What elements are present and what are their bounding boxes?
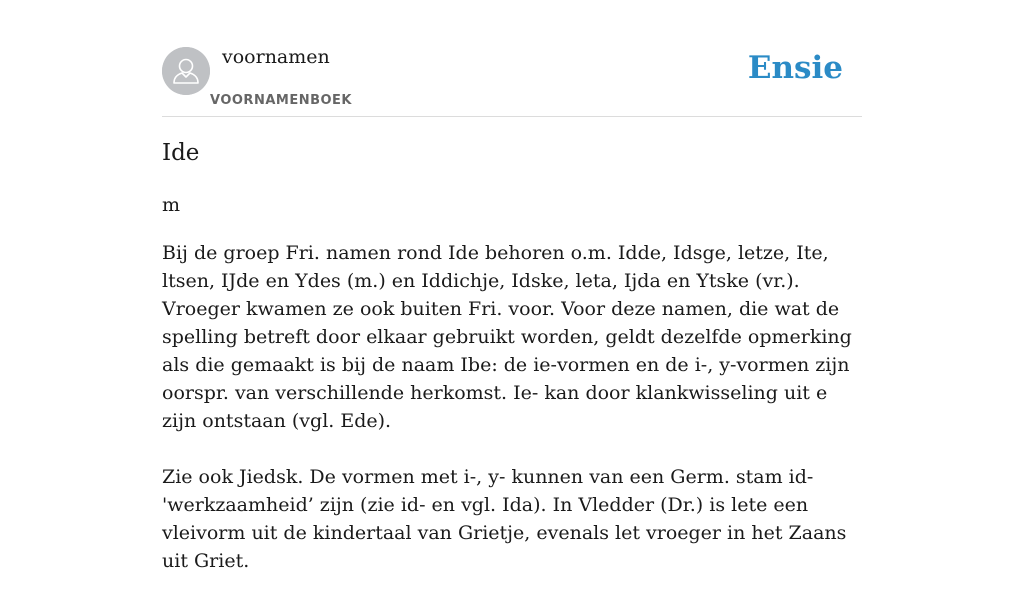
body-paragraph: Zie ook Jiedsk. De vormen met i-, y- kunnen van een Germ. stam id- 'werkzaamheid’ zijn (zie id- en vgl. Ida). In Vledder (Dr.) is lete een vleivorm uit de kindertaal van Grietje, evenals let vroeger in het Zaans uit Griet. — [162, 466, 847, 572]
entry-gender: m — [162, 194, 181, 216]
source-label[interactable]: VOORNAMENBOEK — [210, 93, 352, 108]
entry-body — [162, 239, 862, 603]
ensie-logo[interactable]: Ensie — [747, 50, 843, 86]
entry-header — [162, 0, 862, 117]
avatar-graphic — [162, 47, 210, 95]
body-paragraph: Bij de groep Fri. namen rond Ide behoren o.m. Idde, Idsge, letze, Ite, ltsen, IJde en Ydes (m.) en Iddichje, Idske, leta, Ijda en Ytske (vr.). Vroeger kwamen ze ook buiten Fri. voor. Voor deze namen, die wat de spelling betreft door elkaar gebruikt worden, geldt dezelfde opmerking als die gemaakt is bij de naam Ibe: de ie-vormen en de i-, y-vormen zijn oorspr. van verschillende herkomst. Ie- kan door klankwisseling uit e zijn ontstaan (vgl. Ede). — [162, 242, 852, 432]
page-container — [162, 0, 862, 572]
author-name[interactable]: voornamen — [222, 46, 330, 68]
entry-title: Ide — [162, 140, 200, 166]
user-silhouette-icon[interactable] — [162, 47, 210, 95]
